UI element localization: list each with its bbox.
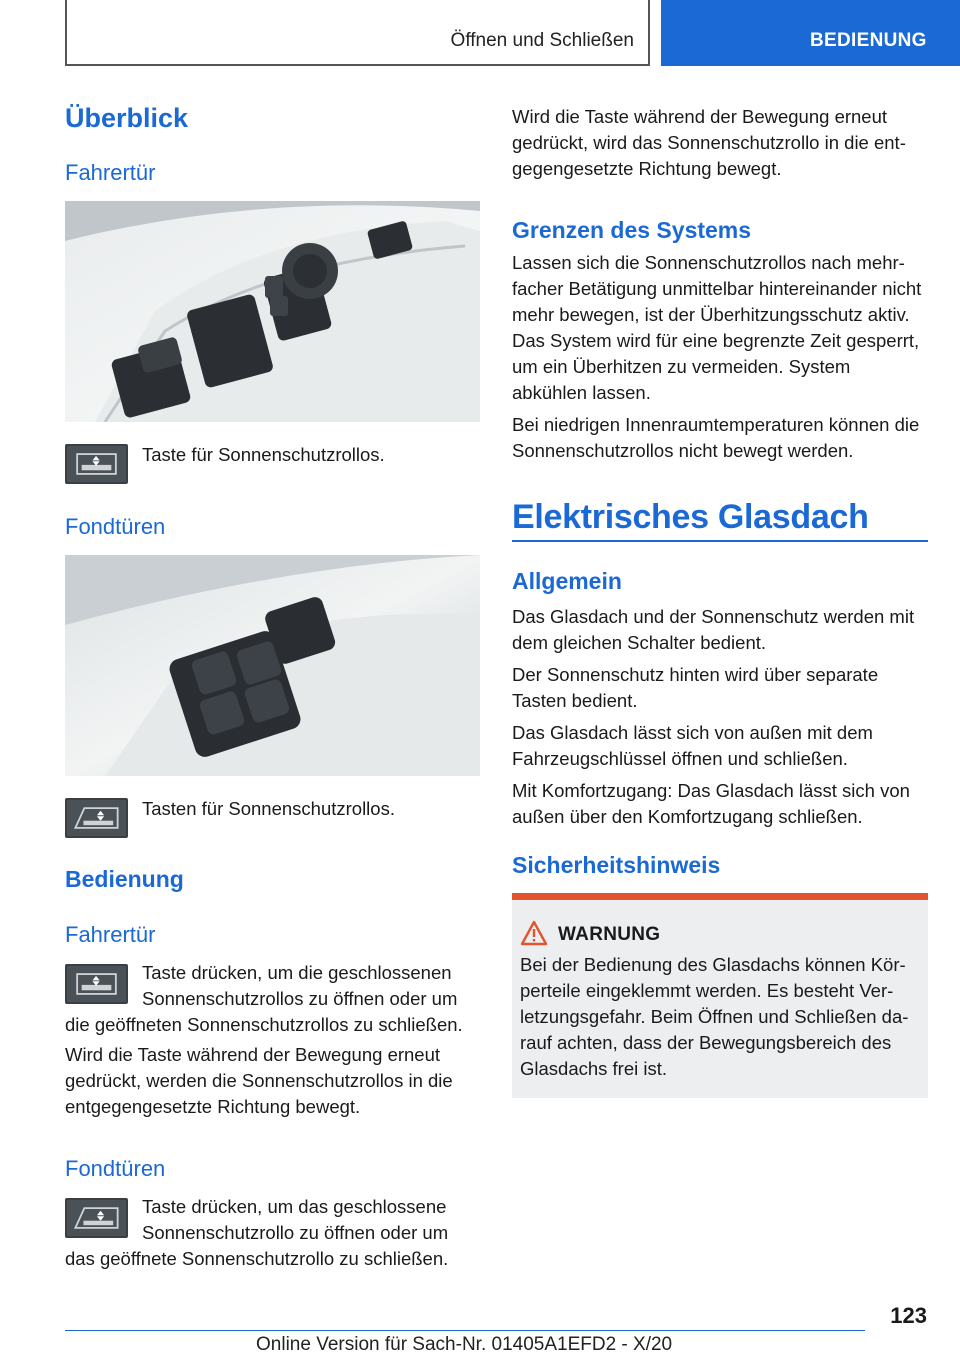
continued-paragraph — [512, 104, 928, 188]
limits-heading: Grenzen des Systems — [512, 217, 752, 243]
driver-door-switch-image — [65, 201, 480, 422]
limits-paragraphs — [512, 250, 928, 470]
driver-door-photo — [65, 201, 480, 422]
section-title: BEDIENUNG — [810, 30, 927, 51]
op-rear-line2: Sonnenschutzrollo zu öffnen oder um — [142, 1222, 449, 1243]
operation-heading: Bedienung — [65, 866, 184, 892]
op-driver-text — [65, 960, 480, 1038]
op-driver-heading: Fahrertür — [65, 922, 156, 947]
op-rear-line3: das geöffnete Sonnenschutzrollo zu schließen. — [65, 1248, 449, 1269]
rear-door-switch-image — [65, 555, 480, 776]
op-driver-line2: Sonnenschutzrollos zu öffnen oder um — [142, 988, 458, 1009]
gen-p1: Das Glasdach und der Sonnenschutz werden mit dem gleichen Schalter bedient. — [512, 606, 915, 653]
op-rear-line1: Taste drücken, um das geschlossene — [142, 1196, 447, 1217]
cont-p: Wird die Taste während der Bewegung erneut gedrückt, wird das Sonnenschutzrollo in die entgegengesetzte Richtung bewegt. — [512, 106, 906, 179]
limits-p2: Bei niedrigen Innenraumtemperaturen können die Sonnenschutzrollos nicht bewegt werden. — [512, 414, 920, 461]
footer-online-version: Online Version für Sach-Nr. 01405A1EFD2 - X/20 — [256, 1334, 673, 1355]
op-rear-text — [65, 1194, 480, 1272]
general-heading: Allgemein — [512, 568, 622, 594]
rear-door-photo — [65, 555, 480, 776]
op-driver-line1: Taste drücken, um die geschlossenen — [142, 962, 452, 983]
warning-box — [512, 893, 928, 1098]
gen-p2: Der Sonnenschutz hinten wird über separate Tasten bedient. — [512, 664, 879, 711]
warning-label: WARNUNG — [558, 924, 661, 945]
driver-caption: Taste für Sonnenschutzrollos. — [142, 444, 385, 465]
op-rear-heading: Fondtüren — [65, 1156, 166, 1181]
gen-p4: Mit Komfortzugang: Das Glasdach lässt sich von außen über den Komfortzugang schließen. — [512, 780, 910, 827]
footer-rule — [65, 1330, 865, 1331]
safety-heading: Sicherheitshinweis — [512, 852, 721, 878]
op-driver-line3: die geöffneten Sonnenschutzrollos zu schließen. — [65, 1014, 463, 1035]
overview-heading: Überblick — [65, 103, 189, 133]
rear-sunblind-button-icon — [65, 798, 128, 838]
gen-p3: Das Glasdach lässt sich von außen mit dem Fahrzeugschlüssel öffnen und schließen. — [512, 722, 873, 769]
limits-p1: Lassen sich die Sonnenschutzrollos nach mehrfacher Betätigung unmittelbar hintereinander nicht mehr bewegen, ist der Überhitzungsschutz aktiv. Das System wird für eine begrenzte Zeit gesperrt, um ein Überhitzen zu vermeiden. System abkühlen lassen. — [512, 252, 922, 403]
header-chapter-box — [65, 0, 650, 66]
sunblind-button-icon — [65, 444, 128, 484]
chapter-title: Öffnen und Schließen — [450, 30, 634, 51]
rear-caption: Tasten für Sonnenschutzrollos. — [142, 798, 395, 819]
general-paragraphs — [512, 604, 928, 836]
page-number: 123 — [890, 1303, 927, 1328]
op-driver-paragraph — [65, 1042, 480, 1126]
driver-door-heading: Fahrertür — [65, 160, 156, 185]
warning-triangle-icon — [520, 920, 548, 946]
op-driver-p2: Wird die Taste während der Bewegung erneut gedrückt, werden die Sonnenschutzrollos in die entgegengesetzte Richtung bewegt. — [65, 1044, 453, 1117]
glass-roof-rule — [512, 540, 928, 542]
rear-doors-heading: Fondtüren — [65, 514, 166, 539]
warning-text: Bei der Bedienung des Glasdachs können Körperteile eingeklemmt werden. Es besteht Verletzungsgefahr. Beim Öffnen und Schließen darauf achten, dass der Bewegungsbereich des Glasdachs frei ist. — [520, 954, 909, 1079]
glass-roof-heading: Elektrisches Glasdach — [512, 498, 869, 536]
